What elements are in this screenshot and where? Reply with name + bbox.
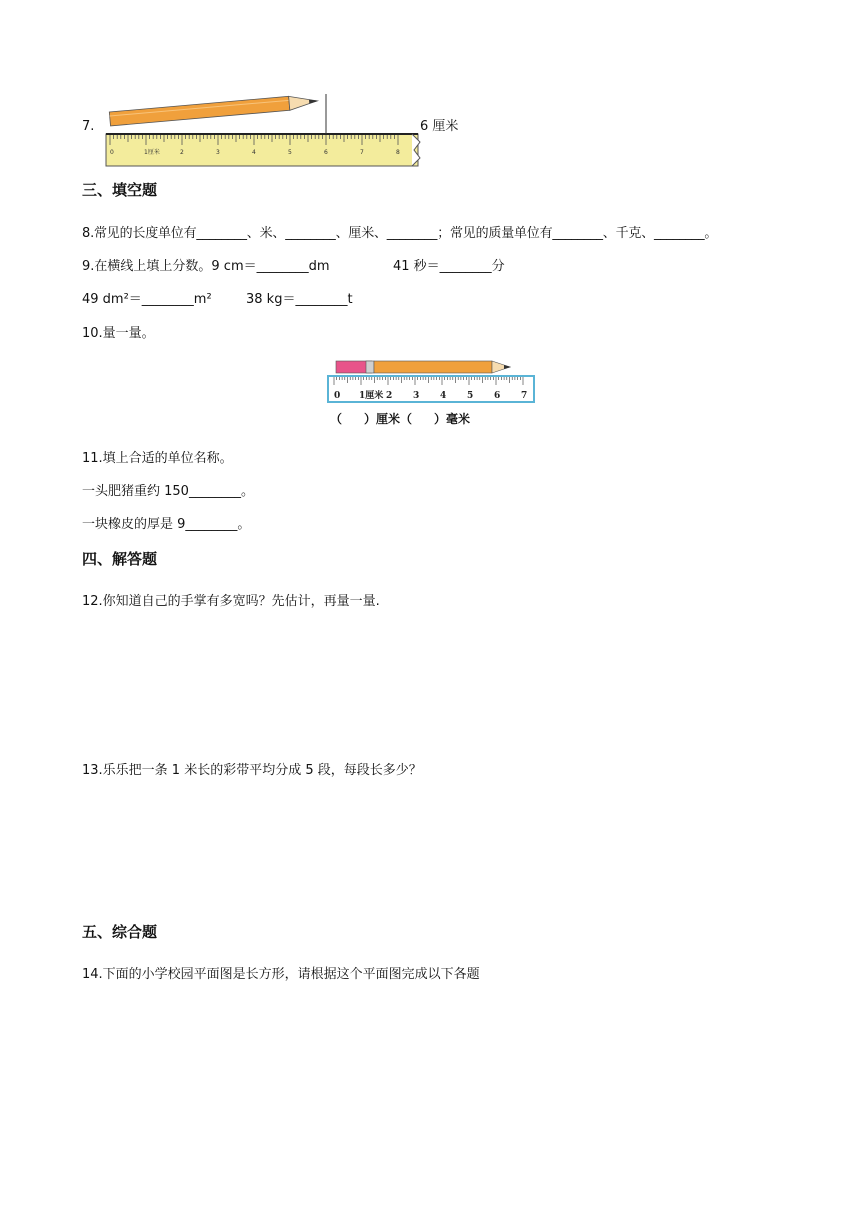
q7-ruler-tick-label-4: 4 bbox=[252, 149, 256, 156]
q7-ruler-tick-label-2: 2 bbox=[180, 149, 184, 156]
q7-answer-label: 6 厘米 bbox=[420, 119, 459, 134]
q10-caption bbox=[330, 410, 470, 427]
q10-pencil bbox=[336, 361, 511, 373]
q13-text: 13.乐乐把一条 1 米长的彩带平均分成 5 段，每段长多少？ bbox=[82, 763, 422, 778]
q9-line2a: 49 dm²＝________m² bbox=[82, 292, 212, 307]
section-heading-5: 五、综合题 bbox=[82, 923, 158, 941]
q11-line1: 一头肥猪重约 150________。 bbox=[82, 484, 254, 499]
q10-caption-unit2: ）毫米 bbox=[434, 412, 471, 426]
q14-text: 14.下面的小学校园平面图是长方形，请根据这个平面图完成以下各题 bbox=[82, 967, 480, 982]
q12-text: 12.你知道自己的手掌有多宽吗？先估计，再量一量. bbox=[82, 594, 380, 609]
q10-caption-open: （ bbox=[330, 412, 343, 426]
q7-ruler-tick-label-7: 7 bbox=[360, 149, 364, 156]
q7-ruler-tick-label-8: 8 bbox=[396, 149, 400, 156]
q11-text: 11.填上合适的单位名称。 bbox=[82, 451, 233, 466]
q7-ruler-tick-label-5: 5 bbox=[288, 149, 292, 156]
section-heading-3: 三、填空题 bbox=[82, 181, 158, 199]
q10-ruler-tick-label-5: 5 bbox=[467, 391, 474, 401]
q7-ruler-tick-label-0: 0 bbox=[110, 149, 114, 156]
q10-ruler-tick-label-2: 2 bbox=[386, 391, 393, 401]
q7-ruler-tick-label-1: 1厘米 bbox=[144, 149, 160, 156]
q8-text: 8.常见的长度单位有________、米、________、厘米、________；常见的质量单位有________、千克、________。 bbox=[82, 226, 718, 241]
q7-ruler-tick-label-6: 6 bbox=[324, 149, 328, 156]
q10-text: 10.量一量。 bbox=[82, 326, 155, 341]
q7-ruler-tick-label-3: 3 bbox=[216, 149, 220, 156]
section-heading-4: 四、解答题 bbox=[82, 550, 158, 568]
q10-caption-unit1: ）厘米（ bbox=[364, 412, 413, 426]
q10-ruler-tick-label-7: 7 bbox=[521, 391, 528, 401]
q10-ruler-tick-label-6: 6 bbox=[494, 391, 501, 401]
q11-line2: 一块橡皮的厚是 9________。 bbox=[82, 517, 251, 532]
q9-line1b: 41 秒＝________分 bbox=[393, 259, 505, 274]
q9-line2b: 38 kg＝________t bbox=[246, 292, 353, 307]
q7-number: 7. bbox=[82, 119, 95, 134]
q10-ruler-tick-label-3: 3 bbox=[413, 391, 420, 401]
q7-pencil-ruler-figure bbox=[100, 90, 430, 170]
q10-ruler-tick-label-4: 4 bbox=[440, 391, 447, 401]
q9-line1a: 9.在横线上填上分数。9 cm＝________dm bbox=[82, 259, 330, 274]
q10-ruler-tick-label-0: 0 bbox=[334, 391, 341, 401]
q10-ruler-tick-label-1: 1厘米 bbox=[359, 391, 384, 401]
q7-pencil bbox=[109, 94, 319, 126]
